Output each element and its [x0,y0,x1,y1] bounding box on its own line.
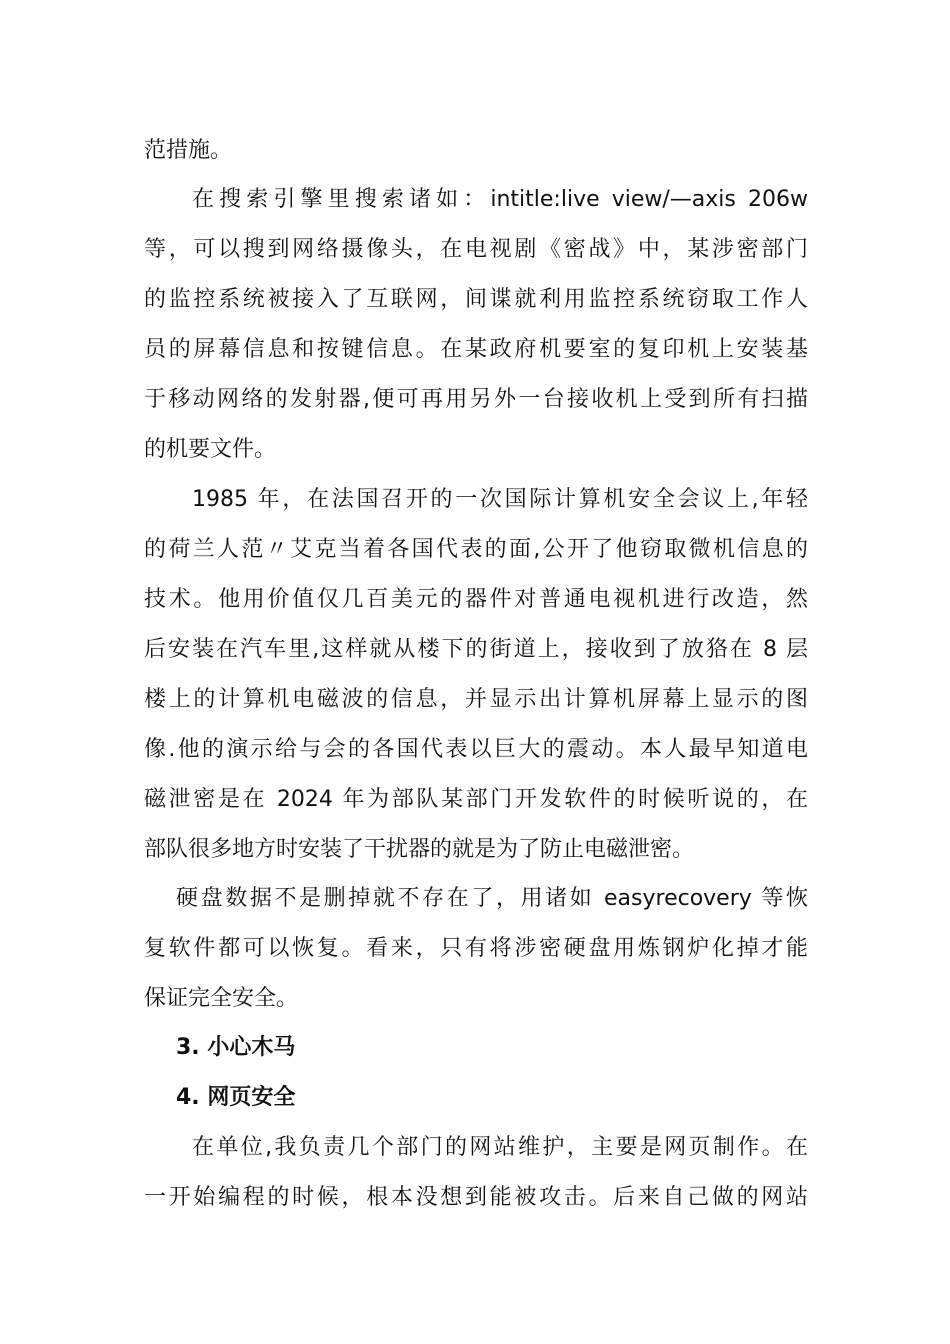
paragraph-line: 一开始编程的时候，根本没想到能被攻击。后来自己做的网站 [144,1185,808,1210]
paragraph-line: 硬盘数据不是删掉就不存在了，用诸如 easyrecovery 等恢 [176,886,808,911]
paragraph-line: 像.他的演示给与会的各国代表以巨大的震动。本人最早知道电 [144,737,808,762]
paragraph-line: 保证完全安全。 [144,986,299,1011]
paragraph-line: 于移动网络的发射器,便可再用另外一台接收机上受到所有扫描 [144,387,808,412]
paragraph-line: 复软件都可以恢复。看来，只有将涉密硬盘用炼钢炉化掉才能 [144,936,808,961]
section-heading: 3. 小心木马 [176,1035,296,1060]
paragraph-line: 技术。他用价值仅几百美元的器件对普通电视机进行改造，然 [144,587,808,612]
paragraph-line: 楼上的计算机电磁波的信息，并显示出计算机屏幕上显示的图 [144,687,808,712]
paragraph-line: 1985 年，在法国召开的一次国际计算机安全会议上,年轻 [192,487,808,512]
paragraph-line: 磁泄密是在 2024 年为部队某部门开发软件的时候听说的，在 [144,787,808,812]
paragraph-line: 员的屏幕信息和按键信息。在某政府机要室的复印机上安装基 [144,337,808,362]
section-heading: 4. 网页安全 [176,1085,296,1110]
paragraph-line: 等，可以搜到网络摄像头，在电视剧《密战》中，某涉密部门 [144,237,808,262]
paragraph-line: 在搜索引擎里搜索诸如：intitle:live view/—axis 206w [192,187,808,212]
text-line: 范措施。 [144,138,233,163]
paragraph-line: 的荷兰人范〃艾克当着各国代表的面,公开了他窃取微机信息的 [144,537,808,562]
paragraph-line: 后安装在汽车里,这样就从楼下的街道上，接收到了放狢在 8 层 [144,637,808,662]
paragraph-line: 的监控系统被接入了互联网，间谍就利用监控系统窃取工作人 [144,287,808,312]
paragraph-line: 在单位,我负责几个部门的网站维护，主要是网页制作。在 [192,1135,808,1160]
paragraph-line: 的机要文件。 [144,437,277,462]
paragraph-line: 部队很多地方时安装了干扰器的就是为了防止电磁泄密。 [144,837,695,862]
